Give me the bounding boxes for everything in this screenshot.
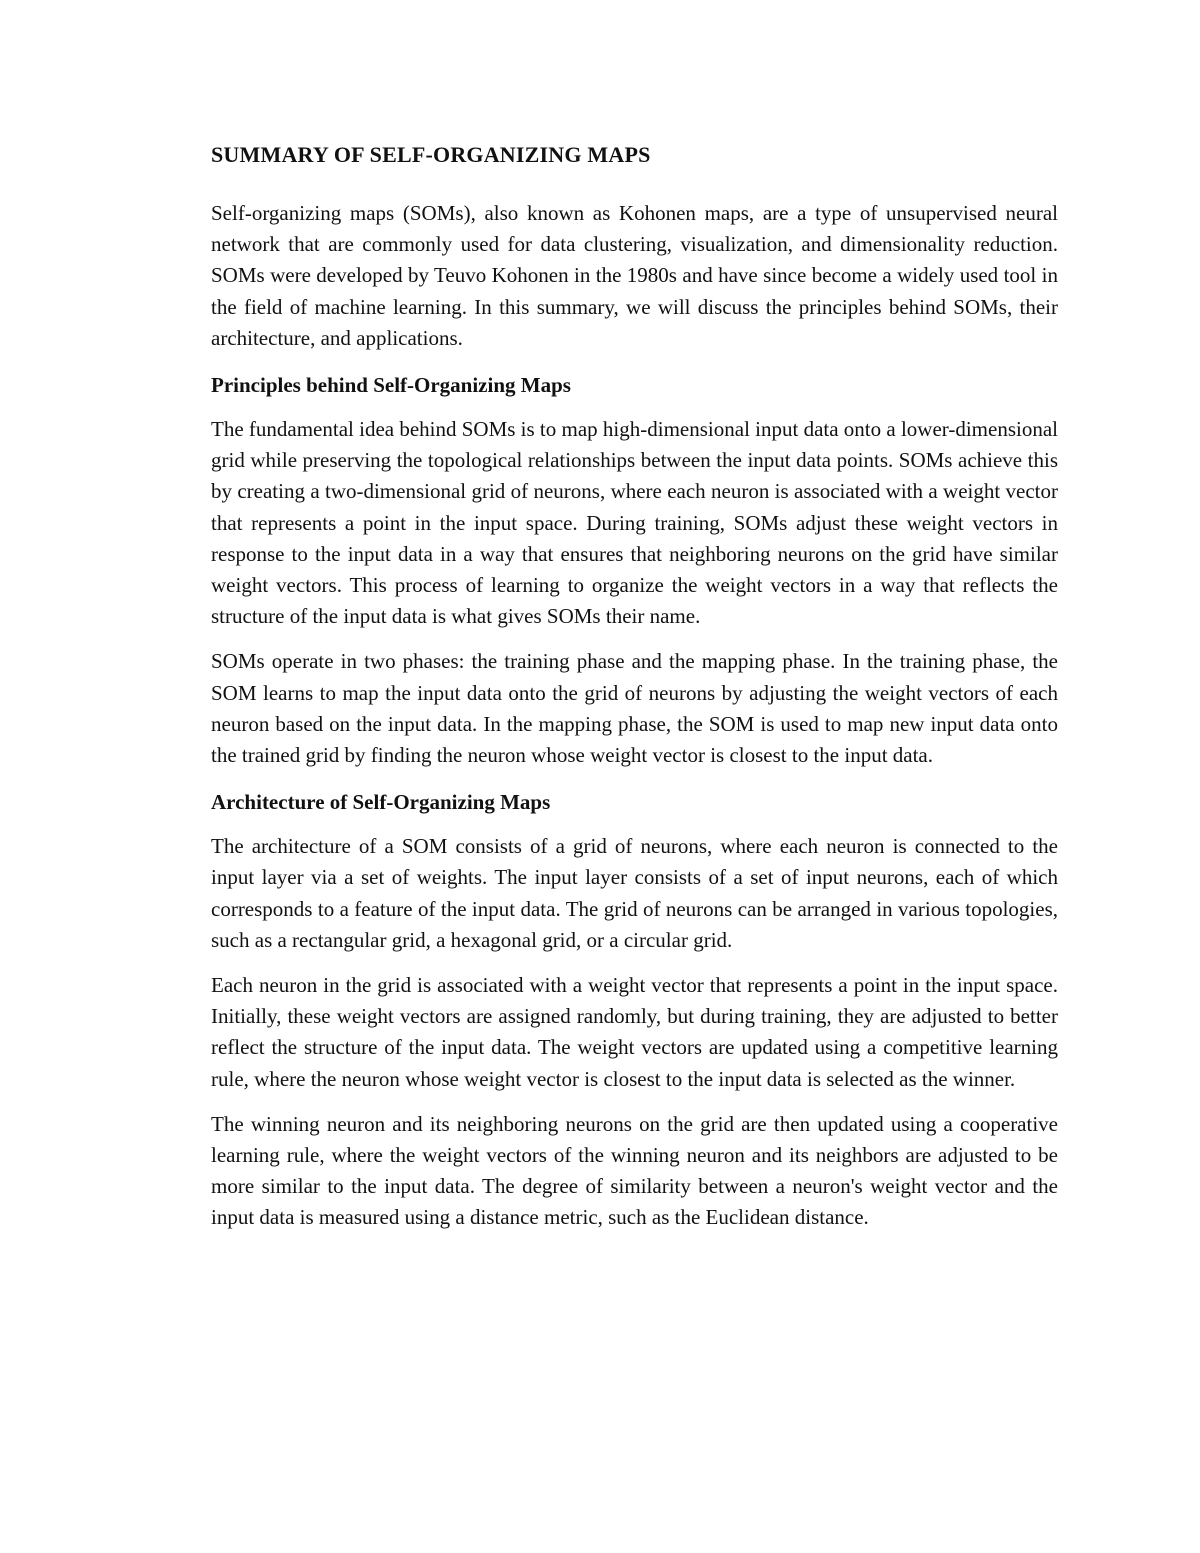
document-title: SUMMARY OF SELF-ORGANIZING MAPS bbox=[211, 142, 651, 167]
document-body bbox=[211, 140, 1058, 1248]
intro-paragraph: Self-organizing maps (SOMs), also known as Kohonen maps, are a type of unsupervised neural network that are commonly used for data clustering, visualization, and dimensionality reduction. SOMs were developed by Teuvo Kohonen in the 1980s and have since become a widely used tool in the field of machine learning. In this summary, we will discuss the principles behind SOMs, their architecture, and applications. bbox=[211, 201, 1058, 350]
principles-paragraph-1: The fundamental idea behind SOMs is to map high-dimensional input data onto a lower-dimensional grid while preserving the topological relationships between the input data points. SOMs achieve this by creating a two-dimensional grid of neurons, where each neuron is associated with a weight vector that represents a point in the input space. During training, SOMs adjust these weight vectors in response to the input data in a way that ensures that neighboring neurons on the grid have similar weight vectors. This process of learning to organize the weight vectors in a way that reflects the structure of the input data is what gives SOMs their name. bbox=[211, 417, 1058, 629]
architecture-paragraph-2: Each neuron in the grid is associated with a weight vector that represents a point in the input space. Initially, these weight vectors are assigned randomly, but during training, they are adjusted to better reflect the structure of the input data. The weight vectors are updated using a competitive learning rule, where the neuron whose weight vector is closest to the input data is selected as the winner. bbox=[211, 973, 1058, 1091]
section-heading-architecture: Architecture of Self-Organizing Maps bbox=[211, 790, 551, 815]
architecture-paragraph-1: The architecture of a SOM consists of a grid of neurons, where each neuron is connected to the input layer via a set of weights. The input layer consists of a set of input neurons, each of which corresponds to a feature of the input data. The grid of neurons can be arranged in various topologies, such as a rectangular grid, a hexagonal grid, or a circular grid. bbox=[211, 834, 1058, 952]
section-heading-principles: Principles behind Self-Organizing Maps bbox=[211, 373, 571, 398]
architecture-paragraph-3: The winning neuron and its neighboring neurons on the grid are then updated using a cooperative learning rule, where the weight vectors of the winning neuron and its neighbors are adjusted to be more similar to the input data. The degree of similarity between a neuron's weight vector and the input data is measured using a distance metric, such as the Euclidean distance. bbox=[211, 1111, 1058, 1230]
principles-paragraph-2: SOMs operate in two phases: the training phase and the mapping phase. In the training phase, the SOM learns to map the input data onto the grid of neurons by adjusting the weight vectors of each neuron based on the input data. In the mapping phase, the SOM is used to map new input data onto the trained grid by finding the neuron whose weight vector is closest to the input data. bbox=[211, 649, 1058, 768]
